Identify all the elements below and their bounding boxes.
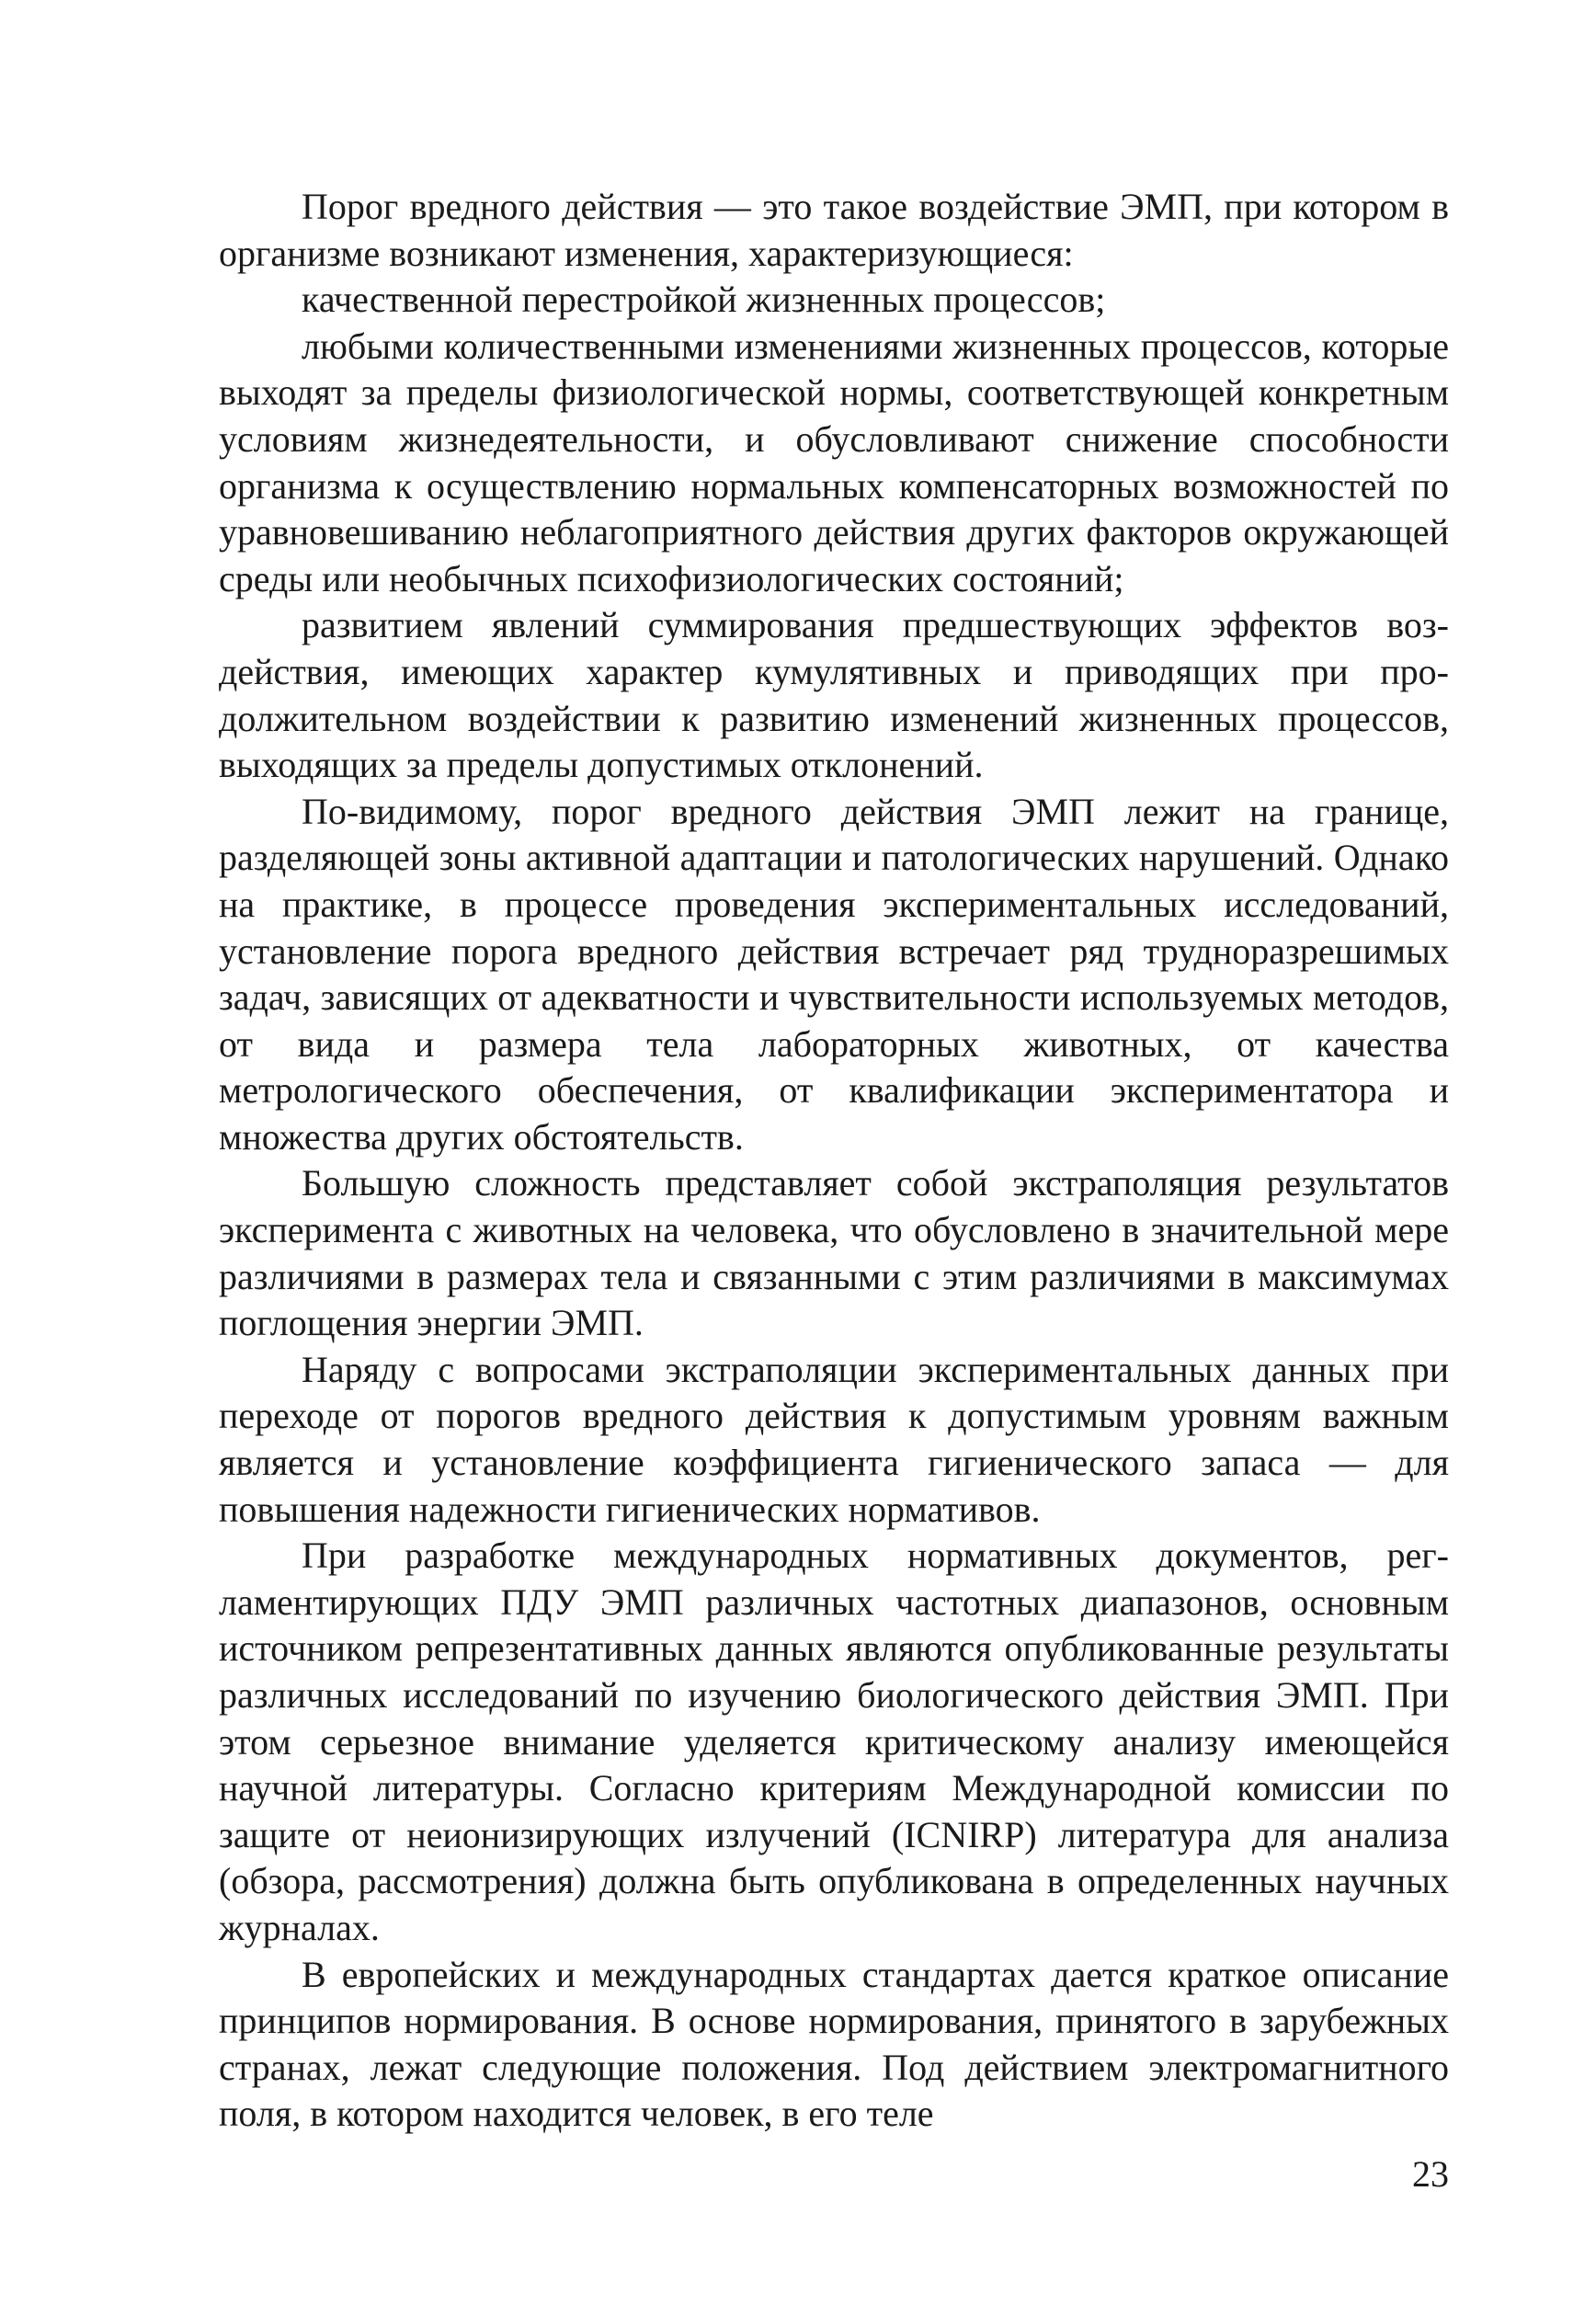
paragraph-extrapolation: Большую сложность представляет собой экстраполяция результатов эксперимента с животных на человека, что обусловлено в значительной мере различиями в размерах тела и связанными с этим различиями в максимумах поглощения энергии ЭМП. [219,1162,1449,1344]
paragraph-international-documents: При разработке международных нормативных документов, регламентирующих ПДУ ЭМП различных частотных диапазонов, основным источником репрезентативных данных являются опубликованные результаты различных исследований по изучению биологического действия ЭМП. При этом серьезное внимание уделяется критическому анализу имеющейся научной литературы. Согласно критериям Международной комиссии по защите от неионизирующих излучений (ICNIRP) литература для анализа (обзора, рассмотрения) должна быть опубликована в определенных научных журналах. [219,1535,1449,1948]
page-number: 23 [1412,2153,1449,2195]
paragraph-european-standards: В европейских и международных стандартах дается краткое описание принципов нормирования. В основе нормирования, принятого в зарубежных странах, лежат следующие положения. Под действием электромагнитного поля, в котором находится человек, в его теле [219,1953,1449,2135]
paragraph-safety-factor: Наряду с вопросами экстраполяции экспериментальных данных при переходе от порогов вредного действия к допустимым уровням важным является и установление коэффициента гигиенического запаса — для повышения надежности гигиенических нормативов. [219,1348,1449,1530]
paragraph-item-qualitative: качественной перестройкой жизненных процессов; [302,279,1106,321]
paragraph-adaptation-boundary: По-видимому, порог вредного действия ЭМП лежит на границе, разделяющей зоны активной адаптации и патологических нарушений. Однако на практике, в процессе проведения экспериментальных исследований, установление порога вредного действия встречает ряд трудноразрешимых задач, зависящих от адекватности и чувствительности используемых методов, от вида и размера тела лабораторных животных, от качества метрологического обеспечения, от квалификации экспериментатора и множества других обстоятельств. [219,790,1449,1158]
paragraph-item-quantitative: любыми количественными изменениями жизненных процессов, которые выходят за пределы физиологической нормы, соответствующей конкретным условиям жизнедеятельности, и обусловливают снижение способности организма к осуществлению нормальных компенсаторных возможностей по уравновешиванию неблагоприятного действия других факторов окружающей среды или необычных психофизиологических состояний; [219,325,1449,599]
paragraph-item-cumulative: развитием явлений суммирования предшествующих эффектов воздействия, имеющих характер кумулятивных и приводящих при продолжительном воздействии к развитию изменений жизненных процессов, выходящих за пределы допустимых отклонений. [219,604,1449,786]
page-body [219,184,1449,2138]
paragraph-threshold-definition: Порог вредного действия — это такое воздействие ЭМП, при котором в организме возникают изменения, характеризующиеся: [219,186,1449,274]
